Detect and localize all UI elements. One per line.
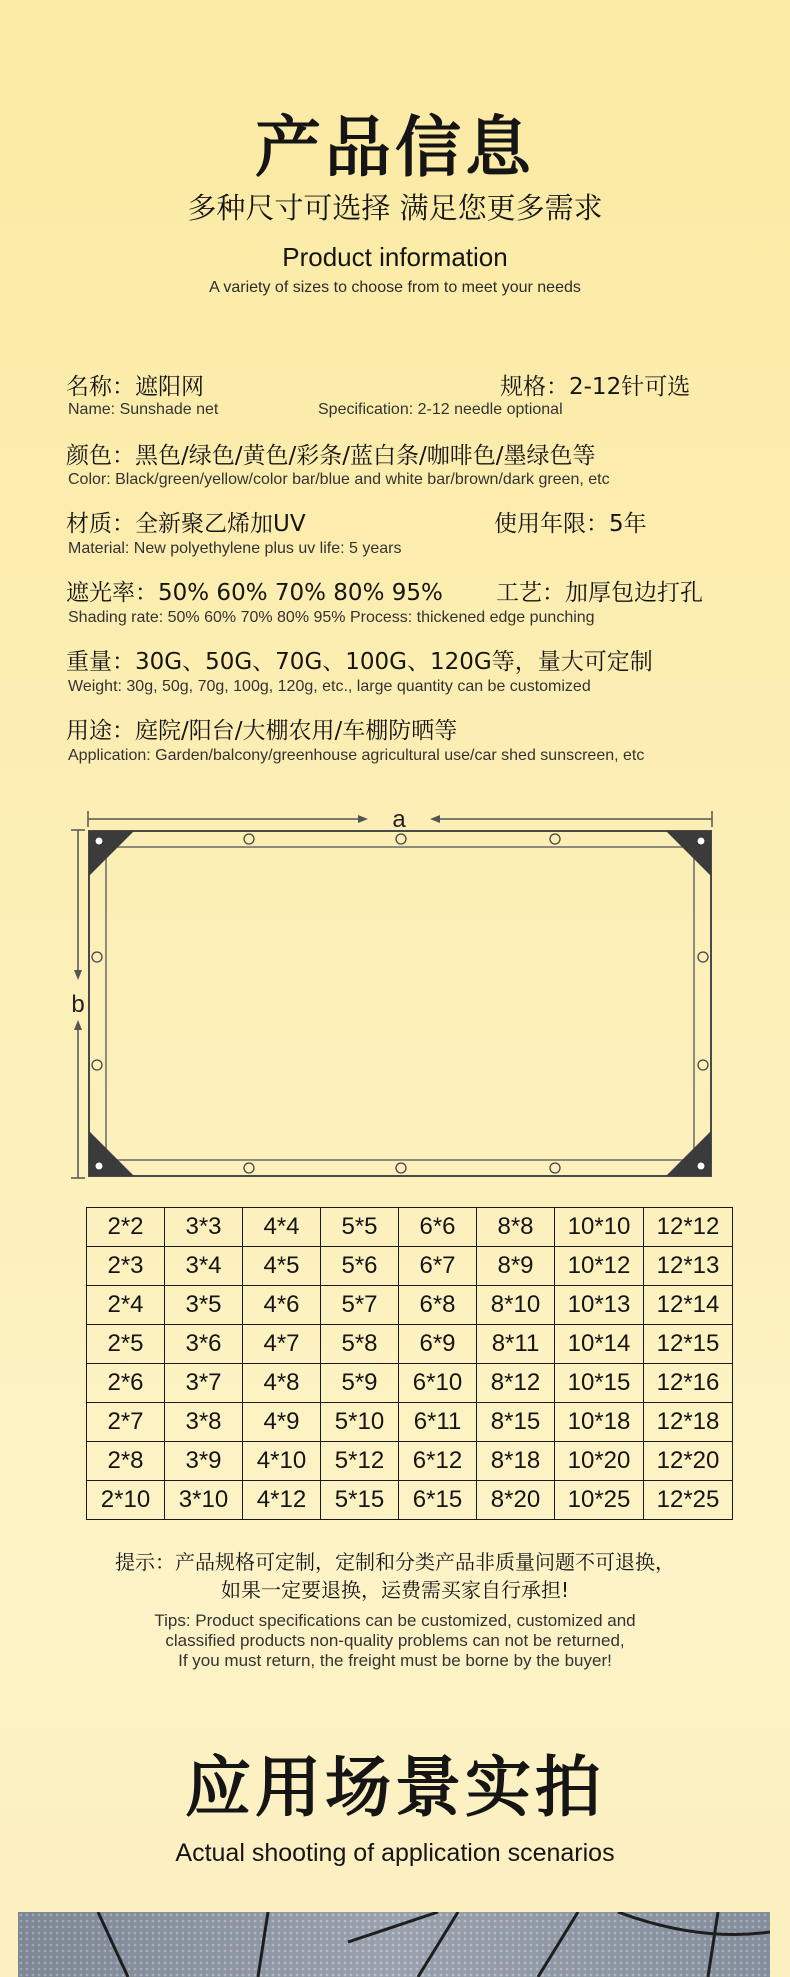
size-cell: 5*10	[321, 1403, 399, 1442]
size-cell: 6*10	[399, 1364, 477, 1403]
grommet-corner	[95, 837, 103, 845]
size-cell: 2*8	[87, 1442, 165, 1481]
spec-shading-cn: 遮光率：50% 60% 70% 80% 95%	[66, 580, 443, 606]
grommet-corner	[697, 1162, 705, 1170]
size-cell: 12*16	[644, 1364, 733, 1403]
size-cell: 10*13	[555, 1286, 644, 1325]
size-cell: 12*14	[644, 1286, 733, 1325]
size-cell: 10*15	[555, 1364, 644, 1403]
size-cell: 8*9	[477, 1247, 555, 1286]
spec-shading-en: Shading rate: 50% 60% 70% 80% 95% Process: thickened edge punching	[68, 609, 595, 626]
size-cell: 4*6	[243, 1286, 321, 1325]
scene-subtitle: Actual shooting of application scenarios	[175, 1839, 615, 1867]
grommet-corner	[697, 837, 705, 845]
size-cell: 12*13	[644, 1247, 733, 1286]
size-cell: 6*11	[399, 1403, 477, 1442]
dim-b-label: b	[71, 991, 85, 1018]
spec-material-cn: 材质：全新聚乙烯加UV	[66, 511, 306, 537]
size-cell: 6*7	[399, 1247, 477, 1286]
spec-weight-en: Weight: 30g, 50g, 70g, 100g, 120g, etc., large quantity can be customized	[68, 678, 591, 695]
size-cell: 3*4	[165, 1247, 243, 1286]
size-cell: 5*7	[321, 1286, 399, 1325]
table-row	[87, 1403, 733, 1442]
size-cell: 5*5	[321, 1208, 399, 1247]
size-cell: 10*18	[555, 1403, 644, 1442]
table-row	[87, 1286, 733, 1325]
size-cell: 4*9	[243, 1403, 321, 1442]
grommet	[396, 834, 406, 844]
size-cell: 2*10	[87, 1481, 165, 1520]
page-title: 产品信息	[255, 109, 535, 186]
corner-patch-bottom-left	[89, 1131, 134, 1176]
size-cell: 5*9	[321, 1364, 399, 1403]
subtitle-en: Product information	[282, 242, 508, 272]
grommet	[550, 834, 560, 844]
net-inner-edge	[106, 847, 694, 1160]
grommet	[92, 1060, 102, 1070]
size-cell: 4*10	[243, 1442, 321, 1481]
dim-a-label: a	[392, 806, 406, 833]
size-cell: 5*15	[321, 1481, 399, 1520]
size-cell: 5*12	[321, 1442, 399, 1481]
grommet	[92, 952, 102, 962]
spec-weight-cn: 重量：30G、50G、70G、100G、120G等，量大可定制	[66, 649, 653, 675]
corner-patch-top-left	[89, 831, 134, 876]
size-cell: 10*10	[555, 1208, 644, 1247]
spec-name-en: Name: Sunshade net	[68, 401, 219, 418]
size-cell: 12*20	[644, 1442, 733, 1481]
size-cell: 4*12	[243, 1481, 321, 1520]
size-cell: 2*3	[87, 1247, 165, 1286]
spec-color-cn: 颜色：黑色/绿色/黄色/彩条/蓝白条/咖啡色/墨绿色等	[66, 443, 596, 469]
grommet	[244, 1163, 254, 1173]
size-cell: 3*10	[165, 1481, 243, 1520]
size-cell: 3*6	[165, 1325, 243, 1364]
size-cell: 8*20	[477, 1481, 555, 1520]
size-cell: 2*4	[87, 1286, 165, 1325]
dim-a-arrow-right	[358, 815, 368, 823]
size-cell: 2*6	[87, 1364, 165, 1403]
size-cell: 6*8	[399, 1286, 477, 1325]
grommet-corner	[95, 1162, 103, 1170]
size-table	[86, 1207, 733, 1520]
size-cell: 10*20	[555, 1442, 644, 1481]
spec-usage-en: Application: Garden/balcony/greenhouse agricultural use/car shed sunscreen, etc	[68, 747, 645, 764]
size-cell: 6*15	[399, 1481, 477, 1520]
dim-b-arrow-up	[74, 1020, 82, 1030]
size-cell: 4*7	[243, 1325, 321, 1364]
dim-b-arrow-down	[74, 970, 82, 980]
size-cell: 2*7	[87, 1403, 165, 1442]
tips-en-line3: If you must return, the freight must be borne by the buyer!	[178, 1651, 612, 1670]
size-cell: 12*18	[644, 1403, 733, 1442]
size-cell: 8*18	[477, 1442, 555, 1481]
greenhouse-photo-illustration	[18, 1912, 770, 1977]
net-dimension-diagram	[68, 800, 728, 1185]
table-row	[87, 1364, 733, 1403]
grommet	[550, 1163, 560, 1173]
size-cell: 8*12	[477, 1364, 555, 1403]
subtitle-en-small: A variety of sizes to choose from to meet your needs	[209, 279, 581, 296]
tips-en-line1: Tips: Product specifications can be customized, customized and	[154, 1611, 636, 1630]
scene-title: 应用场景实拍	[185, 1749, 605, 1826]
size-cell: 3*7	[165, 1364, 243, 1403]
size-cell: 6*9	[399, 1325, 477, 1364]
subtitle-cn: 多种尺寸可选择 满足您更多需求	[187, 191, 603, 225]
net-outer-edge	[89, 831, 711, 1176]
table-row	[87, 1481, 733, 1520]
size-cell: 3*3	[165, 1208, 243, 1247]
spec-process-cn: 工艺：加厚包边打孔	[496, 580, 703, 606]
spec-usage-cn: 用途：庭院/阳台/大棚农用/车棚防晒等	[66, 718, 458, 744]
spec-name-cn: 名称：遮阳网	[66, 374, 204, 400]
size-cell: 10*14	[555, 1325, 644, 1364]
size-cell: 8*10	[477, 1286, 555, 1325]
size-cell: 5*6	[321, 1247, 399, 1286]
size-cell: 6*12	[399, 1442, 477, 1481]
scene-photo	[18, 1912, 770, 1977]
size-cell: 10*25	[555, 1481, 644, 1520]
table-row	[87, 1325, 733, 1364]
tips-cn-line2: 如果一定要退换，运费需买家自行承担!	[220, 1578, 570, 1602]
grommet	[396, 1163, 406, 1173]
tips-en-line2: classified products non-quality problems can not be returned,	[165, 1631, 625, 1650]
size-cell: 12*15	[644, 1325, 733, 1364]
spec-color-en: Color: Black/green/yellow/color bar/blue and white bar/brown/dark green, etc	[68, 471, 610, 488]
size-cell: 4*5	[243, 1247, 321, 1286]
table-row	[87, 1442, 733, 1481]
tips-cn-line1: 提示：产品规格可定制，定制和分类产品非质量问题不可退换，	[115, 1550, 675, 1574]
size-cell: 3*8	[165, 1403, 243, 1442]
size-cell: 10*12	[555, 1247, 644, 1286]
grommet	[698, 1060, 708, 1070]
size-cell: 6*6	[399, 1208, 477, 1247]
size-cell: 8*11	[477, 1325, 555, 1364]
size-cell: 12*12	[644, 1208, 733, 1247]
spec-spec-en: Specification: 2-12 needle optional	[318, 401, 563, 418]
size-cell: 8*8	[477, 1208, 555, 1247]
size-cell: 3*5	[165, 1286, 243, 1325]
spec-material-en: Material: New polyethylene plus uv life: 5 years	[68, 540, 402, 557]
table-row	[87, 1247, 733, 1286]
size-cell: 3*9	[165, 1442, 243, 1481]
size-cell: 5*8	[321, 1325, 399, 1364]
size-cell: 4*4	[243, 1208, 321, 1247]
spec-spec-cn: 规格：2-12针可选	[500, 374, 691, 400]
size-cell: 2*5	[87, 1325, 165, 1364]
size-cell: 8*15	[477, 1403, 555, 1442]
table-row	[87, 1208, 733, 1247]
corner-patch-bottom-right	[666, 1131, 711, 1176]
grommet	[698, 952, 708, 962]
size-cell: 12*25	[644, 1481, 733, 1520]
size-cell: 2*2	[87, 1208, 165, 1247]
size-cell: 4*8	[243, 1364, 321, 1403]
grommet	[244, 834, 254, 844]
corner-patch-top-right	[666, 831, 711, 876]
spec-life-cn: 使用年限：5年	[494, 511, 647, 537]
dim-a-arrow-left	[430, 815, 440, 823]
